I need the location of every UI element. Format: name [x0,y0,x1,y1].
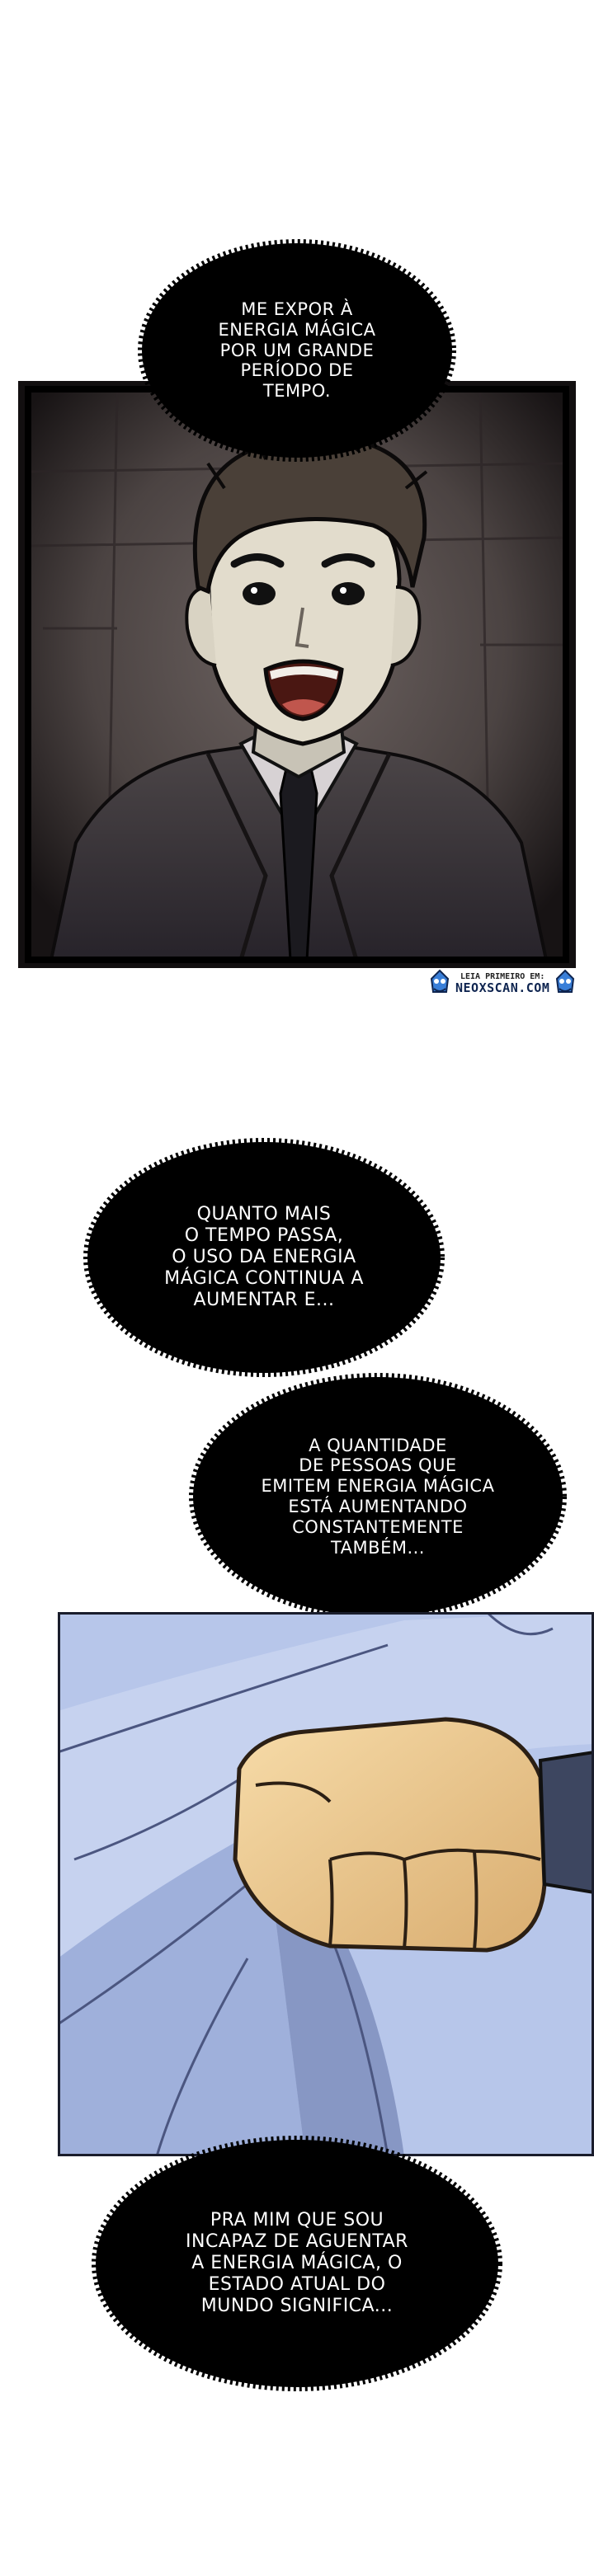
credit-label: LEIA PRIMEIRO EM: [460,972,545,982]
bubble-4-line: A ENERGIA MÁGICA, O [191,2253,403,2274]
bubble-1-line: ME EXPOR À [241,299,353,320]
bubble-3-line: DE PESSOAS QUE [299,1455,457,1476]
scan-credit [429,969,576,999]
speech-bubble-1 [137,239,457,462]
bubble-2-line: MÁGICA CONTINUA A [164,1267,364,1289]
panel-clenched-fist [58,1612,594,2156]
bubble-3-line: ESTÁ AUMENTANDO [288,1497,468,1516]
panel-shouting-man [18,381,576,968]
bubble-2-line: O USO DA ENERGIA [172,1247,356,1268]
bubble-3-line: TAMBÉM... [330,1537,425,1558]
shouting-man-illustration [18,381,576,968]
clenched-fist-illustration [58,1612,594,2156]
speech-bubble-4 [91,2136,503,2391]
speech-bubble-3 [188,1373,568,1620]
bubble-2-line: O TEMPO PASSA, [184,1225,344,1247]
bubble-3-line: EMITEM ENERGIA MÁGICA [261,1476,495,1497]
speech-bubble-2 [82,1138,446,1377]
credit-site: NEOXSCAN.COM [455,980,550,995]
mascot-icon [554,969,576,999]
bubble-4-line: MUNDO SIGNIFICA... [200,2295,394,2316]
bubble-4-line: PRA MIM QUE SOU [210,2210,384,2231]
bubble-1-line: POR UM GRANDE [219,340,375,360]
bubble-1-line: ENERGIA MÁGICA [218,319,376,340]
bubble-4-line: ESTADO ATUAL DO [208,2273,386,2295]
bubble-1-line: PERÍODO DE [240,360,354,381]
bubble-4-line: INCAPAZ DE AGUENTAR [186,2231,408,2253]
bubble-2-line: QUANTO MAIS [196,1204,332,1225]
bubble-2-line: AUMENTAR E... [193,1289,335,1310]
mascot-icon [429,969,450,999]
bubble-3-line: CONSTANTEMENTE [292,1516,464,1537]
bubble-3-line: A QUANTIDADE [309,1435,447,1455]
bubble-1-line: TEMPO. [262,381,332,402]
